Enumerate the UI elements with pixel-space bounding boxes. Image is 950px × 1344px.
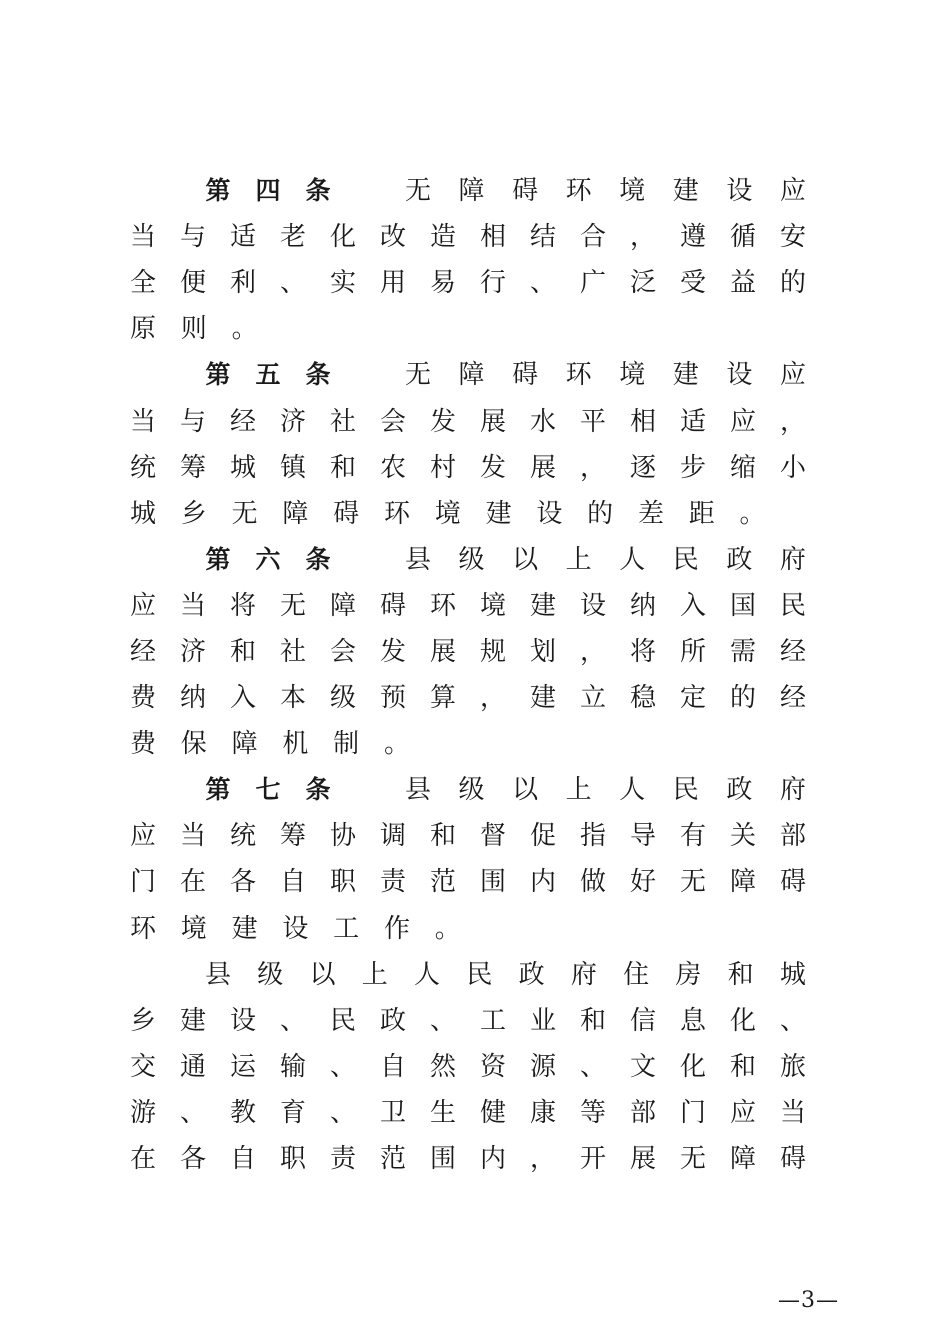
text-line: 环 境 建 设 工 作 。 — [129, 913, 461, 944]
text-line: 全 便 利 、 实 用 易 行 、 广 泛 受 益 的 — [129, 268, 806, 299]
text-line: 费 纳 入 本 级 预 算 ， 建 立 稳 定 的 经 — [129, 683, 806, 714]
text-line: 交 通 运 输 、 自 然 资 源 、 文 化 和 旅 — [129, 1051, 806, 1082]
text-line: 当 与 经 济 社 会 发 展 水 平 相 适 应 ， — [129, 406, 806, 437]
text-line: 统 筹 城 镇 和 农 村 发 展 ， 逐 步 缩 小 — [129, 452, 806, 483]
paragraph-first-line: 县 级 以 上 人 民 政 府 住 房 和 城 — [204, 959, 806, 990]
article-heading: 第 五 条 — [205, 360, 331, 390]
text-line: 游 、 教 育 、 卫 生 健 康 等 部 门 应 当 — [129, 1097, 806, 1128]
text-line: 乡 建 设 、 民 政 、 工 业 和 信 息 化 、 — [129, 1005, 806, 1036]
text-line: 经 济 和 社 会 发 展 规 划 ， 将 所 需 经 — [129, 636, 806, 667]
text-line: 应 当 将 无 障 碍 环 境 建 设 纳 入 国 民 — [129, 590, 806, 621]
article-6-first-line — [128, 537, 808, 583]
text-line: 城 乡 无 障 碍 环 境 建 设 的 差 距 。 — [129, 498, 766, 529]
article-heading: 第 七 条 — [205, 775, 331, 805]
text-line: 当 与 适 老 化 改 造 相 结 合 ， 遵 循 安 — [129, 222, 806, 253]
article-5-first-line — [128, 352, 808, 398]
text-line: 无 障 碍 环 境 建 设 应 — [404, 360, 806, 391]
article-heading: 第 四 条 — [205, 176, 331, 206]
text-line: 在 各 自 职 责 范 围 内 ， 开 展 无 障 碍 — [129, 1144, 806, 1175]
text-line: 费 保 障 机 制 。 — [129, 729, 410, 760]
text-line: 县 级 以 上 人 民 政 府 — [404, 775, 806, 806]
article-4-first-line — [128, 168, 808, 214]
text-line: 应 当 统 筹 协 调 和 督 促 指 导 有 关 部 — [129, 821, 806, 852]
document-body — [128, 168, 808, 1182]
article-heading: 第 六 条 — [205, 544, 331, 574]
text-line: 无 障 碍 环 境 建 设 应 — [404, 176, 806, 207]
text-line: 原 则 。 — [129, 314, 258, 345]
article-7-first-line — [128, 767, 808, 813]
text-line: 门 在 各 自 职 责 范 围 内 做 好 无 障 碍 — [129, 867, 806, 898]
text-line: 县 级 以 上 人 民 政 府 — [404, 544, 806, 575]
page-number: —3— — [778, 1288, 839, 1313]
